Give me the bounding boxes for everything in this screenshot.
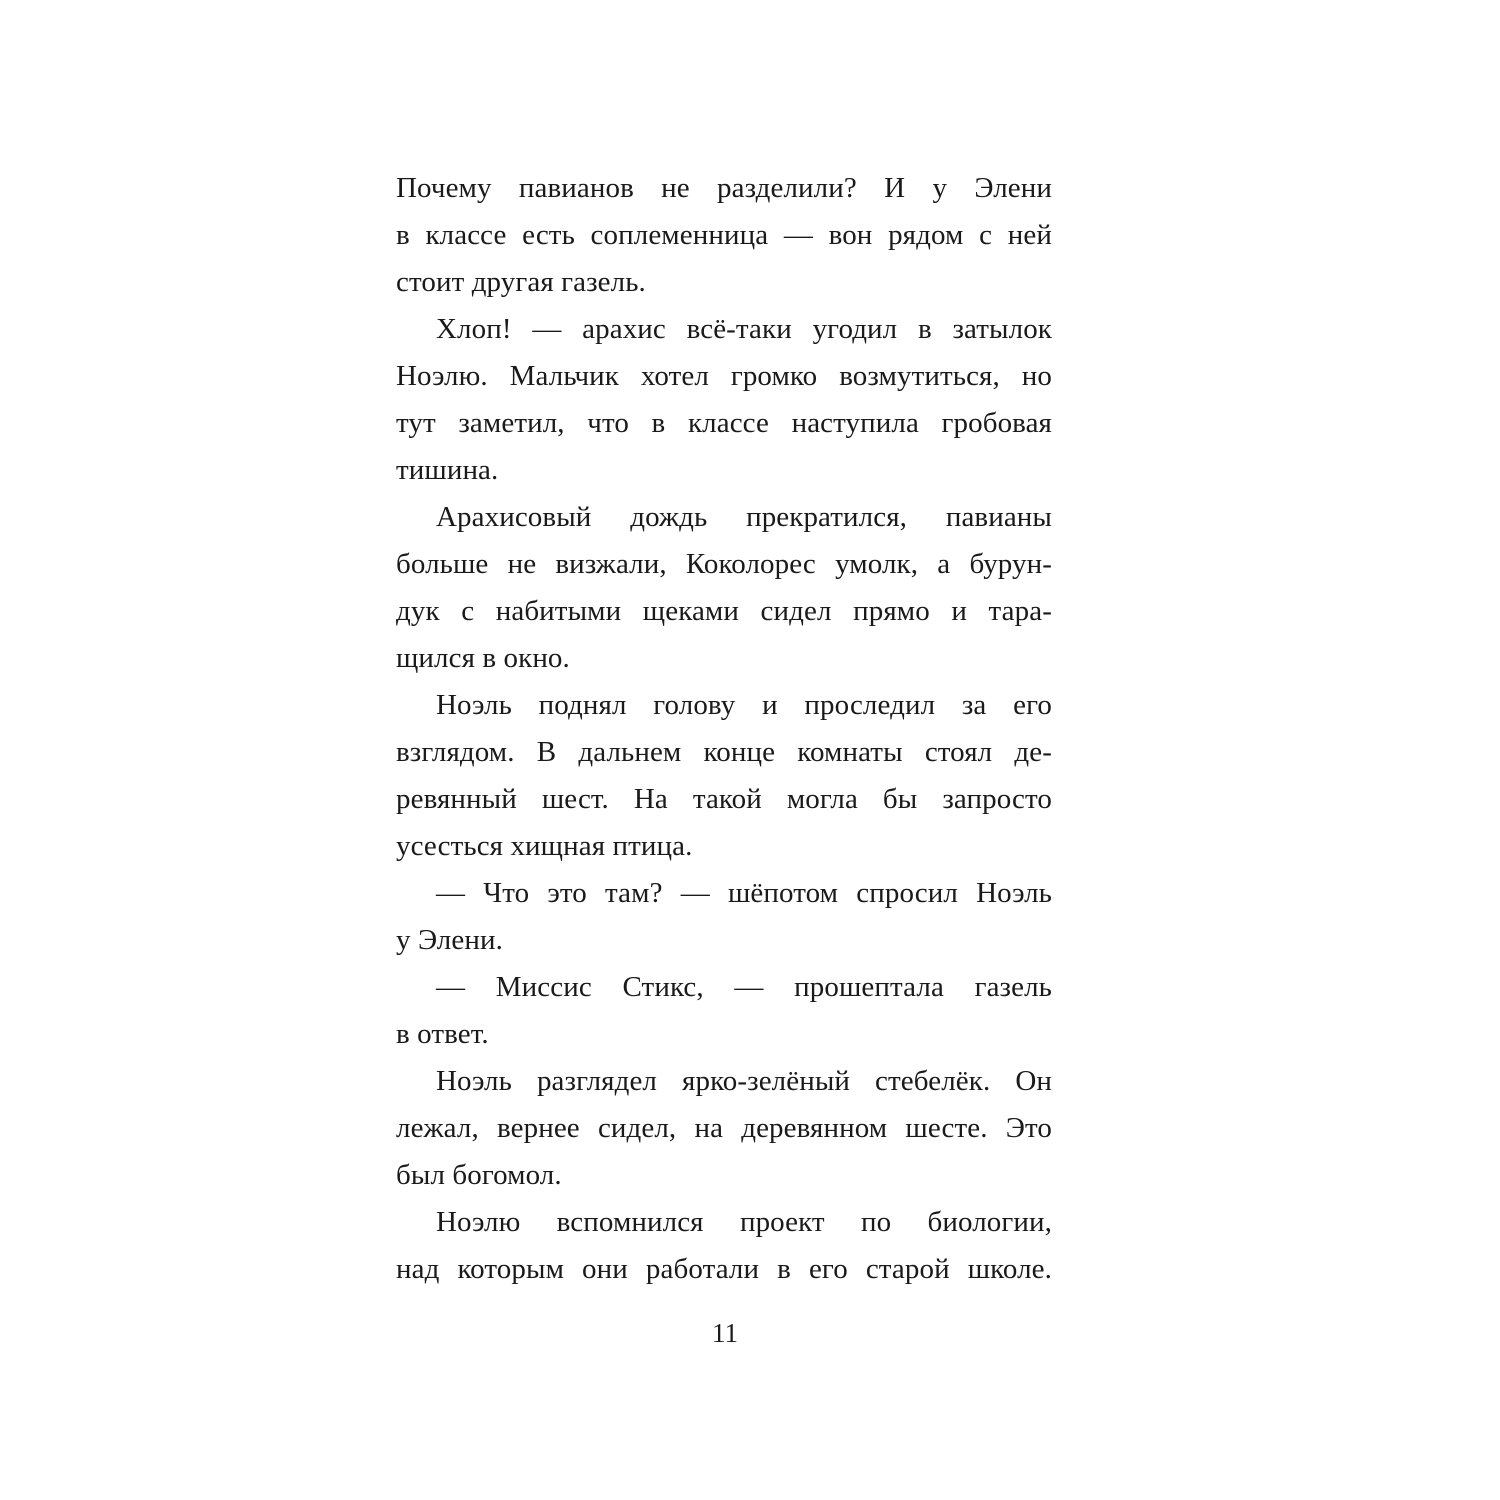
text-line: в ответ. (396, 1018, 489, 1050)
text-line: — Миссис Стикс, — прошептала газель (436, 971, 1052, 1003)
text-line: стоит другая газель. (396, 266, 646, 298)
text-line: в классе есть соплеменница — вон рядом с ней (396, 219, 1052, 251)
text-line: взглядом. В дальнем конце комнаты стоял де- (396, 736, 1052, 768)
text-line: больше не визжали, Коколорес умолк, а бурун- (396, 548, 1052, 580)
text-line: усесться хищная птица. (396, 830, 693, 862)
text-line: Ноэлю. Мальчик хотел громко возмутиться, но (396, 360, 1052, 392)
text-line: ревянный шест. На такой могла бы запросто (396, 783, 1052, 815)
page-number: 11 (712, 1318, 738, 1348)
text-line: — Что это там? — шёпотом спросил Ноэль (436, 877, 1052, 909)
book-page-text (396, 165, 1052, 1293)
text-line: был богомол. (396, 1159, 562, 1191)
text-line: Хлоп! — арахис всё-таки угодил в затылок (436, 313, 1052, 345)
text-line: Ноэль поднял голову и проследил за его (436, 689, 1052, 721)
text-line: Почему павианов не разделили? И у Элени (396, 172, 1052, 204)
text-line: над которым они работали в его старой школе. (396, 1253, 1052, 1285)
text-line: Арахисовый дождь прекратился, павианы (436, 501, 1052, 533)
text-line: у Элени. (396, 924, 503, 956)
text-line: дук с набитыми щеками сидел прямо и тара- (396, 595, 1052, 627)
text-line: Ноэль разглядел ярко-зелёный стебелёк. Он (436, 1065, 1052, 1097)
text-line: лежал, вернее сидел, на деревянном шесте. Это (396, 1112, 1052, 1144)
text-line: Ноэлю вспомнился проект по биологии, (436, 1206, 1052, 1238)
text-line: щился в окно. (396, 642, 570, 674)
text-line: тут заметил, что в классе наступила гробовая (396, 407, 1052, 439)
text-line: тишина. (396, 454, 499, 486)
